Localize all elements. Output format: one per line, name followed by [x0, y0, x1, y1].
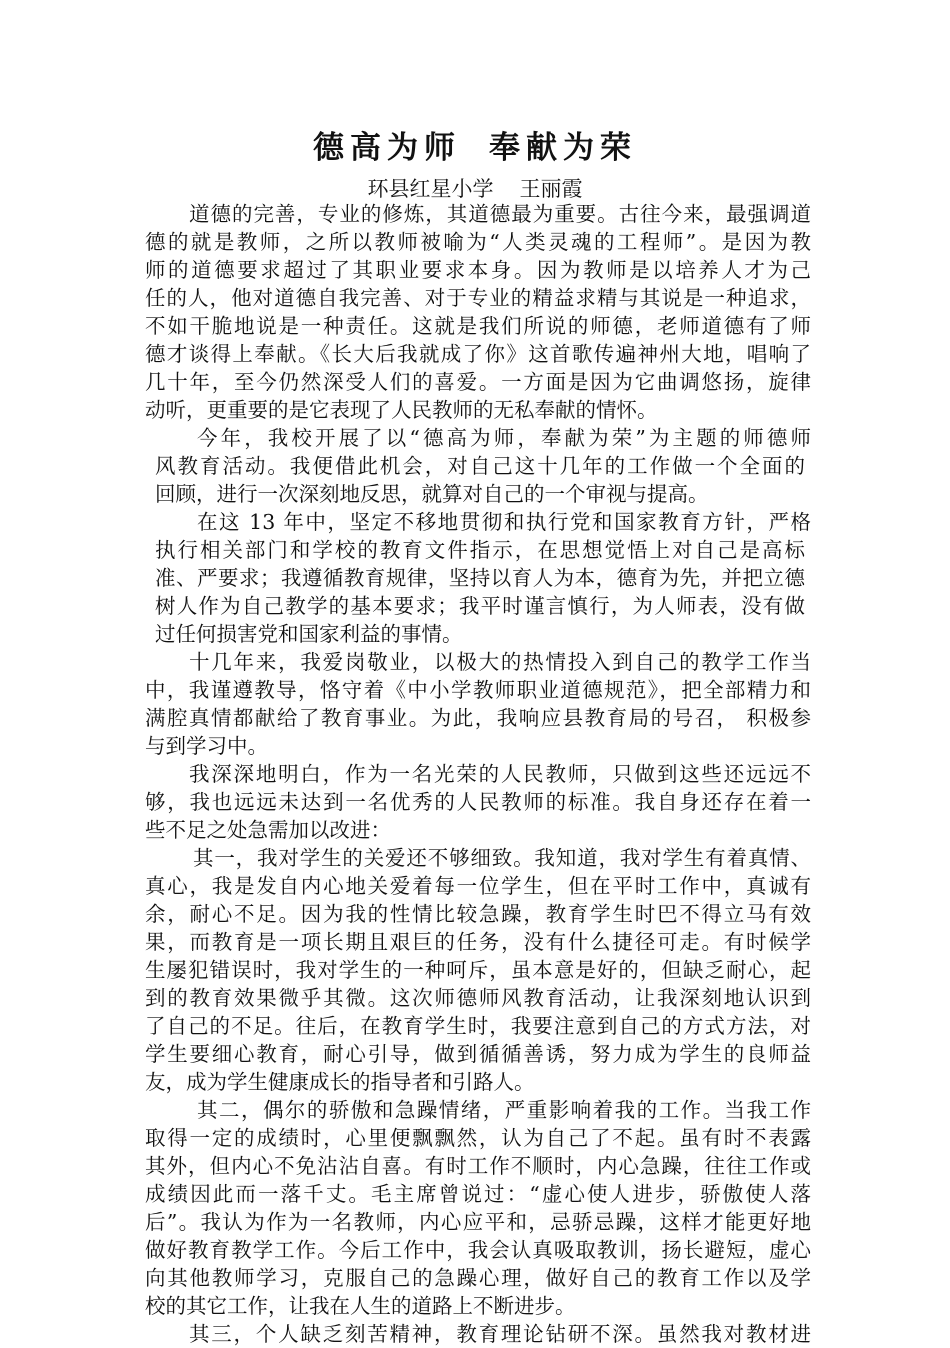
- text-line: 友，成为学生健康成长的指导者和引路人。: [145, 1070, 535, 1094]
- title-part-2: 奉献为荣: [489, 130, 637, 166]
- text-line: 向其他教师学习，克服自己的急躁心理，做好自己的教育工作以及学: [145, 1266, 811, 1290]
- text-line: 执行相关部门和学校的教育文件指示，在思想觉悟上对自己是高标: [155, 538, 805, 562]
- text-line: 取得一定的成绩时，心里便飘飘然，认为自己了不起。虽有时不表露: [145, 1126, 811, 1150]
- text-line: 树人作为自己教学的基本要求；我平时谨言慎行，为人师表，没有做: [155, 594, 805, 618]
- text-line: 过任何损害党和国家利益的事情。: [155, 622, 463, 646]
- text-line: 我深深地明白，作为一名光荣的人民教师，只做到这些还远远不: [189, 762, 811, 786]
- text-line: 成绩因此而一落千丈。毛主席曾说过：“虚心使人进步，骄傲使人落: [145, 1182, 811, 1206]
- text-line: 到的教育效果微乎其微。这次师德师风教育活动，让我深刻地认识到: [145, 986, 811, 1010]
- text-line: 动听，更重要的是它表现了人民教师的无私奉献的情怀。: [145, 398, 658, 422]
- text-line: 其二，偶尔的骄傲和急躁情绪，严重影响着我的工作。当我工作: [197, 1098, 811, 1122]
- text-line: 其外，但内心不免沾沾自喜。有时工作不顺时，内心急躁，往往工作或: [145, 1154, 811, 1178]
- text-line: 果，而教育是一项长期且艰巨的任务，没有什么捷径可走。有时候学: [145, 930, 811, 954]
- text-line: 余，耐心不足。因为我的性情比较急躁，教育学生时巴不得立马有效: [145, 902, 811, 926]
- text-line: 不如干脆地说是一种责任。这就是我们所说的师德，老师道德有了师: [145, 314, 811, 338]
- author-byline: [0, 176, 950, 202]
- body-text: [145, 200, 811, 1348]
- text-line: 了自己的不足。往后，在教育学生时，我要注意到自己的方式方法，对: [145, 1014, 811, 1038]
- text-line: 道德的完善，专业的修炼，其道德最为重要。古往今来，最强调道: [189, 202, 811, 226]
- text-line: 真心，我是发自内心地关爱着每一位学生，但在平时工作中，真诚有: [145, 874, 811, 898]
- text-line: 中，我谨遵教导，恪守着《中小学教师职业道德规范》，把全部精力和: [145, 678, 811, 702]
- text-line: 学生要细心教育，耐心引导，做到循循善诱，努力成为学生的良师益: [145, 1042, 811, 1066]
- text-line: 今年，我校开展了以“德高为师，奉献为荣”为主题的师德师: [197, 426, 811, 450]
- text-line: 些不足之处急需加以改进：: [145, 818, 391, 842]
- text-line: 满腔真情都献给了教育事业。为此，我响应县教育局的号召， 积极参: [145, 706, 811, 730]
- text-line: 够，我也远远未达到一名优秀的人民教师的标准。我自身还存在着一: [145, 790, 811, 814]
- author-name: 王丽霞: [519, 177, 583, 201]
- text-line: 十几年来，我爱岗敬业，以极大的热情投入到自己的教学工作当: [189, 650, 811, 674]
- text-line: 德才谈得上奉献。《长大后我就成了你》这首歌传遍神州大地，唱响了: [145, 342, 811, 366]
- text-line: 回顾，进行一次深刻地反思，就算对自己的一个审视与提高。: [155, 482, 709, 506]
- document-title: [0, 128, 950, 168]
- text-line: 其三，个人缺乏刻苦精神，教育理论钻研不深。虽然我对教材进: [189, 1322, 811, 1346]
- author-school: 环县红星小学: [367, 177, 494, 201]
- text-line: 校的其它工作，让我在人生的道路上不断进步。: [145, 1294, 576, 1318]
- text-line: 德的就是教师，之所以教师被喻为“人类灵魂的工程师”。是因为教: [145, 230, 811, 254]
- text-line: 后”。我认为作为一名教师，内心应平和，忌骄忌躁，这样才能更好地: [145, 1210, 811, 1234]
- text-line: 任的人，他对道德自我完善、对于专业的精益求精与其说是一种追求，: [145, 286, 811, 310]
- text-line: 准、严要求；我遵循教育规律，坚持以育人为本，德育为先，并把立德: [155, 566, 805, 590]
- text-line: 其一，我对学生的关爱还不够细致。我知道，我对学生有着真情、: [193, 846, 811, 870]
- title-part-1: 德高为师: [313, 130, 461, 166]
- text-line: 生屡犯错误时，我对学生的一种呵斥，虽本意是好的，但缺乏耐心，起: [145, 958, 811, 982]
- text-line: 做好教育教学工作。今后工作中，我会认真吸取教训，扬长避短，虚心: [145, 1238, 811, 1262]
- text-line: 几十年，至今仍然深受人们的喜爱。一方面是因为它曲调悠扬，旋律: [145, 370, 811, 394]
- text-line: 与到学习中。: [145, 734, 268, 758]
- text-line: 风教育活动。我便借此机会，对自己这十几年的工作做一个全面的: [155, 454, 805, 478]
- text-line: 师的道德要求超过了其职业要求本身。因为教师是以培养人才为己: [145, 258, 811, 282]
- text-line: 在这 13 年中，坚定不移地贯彻和执行党和国家教育方针，严格: [197, 510, 811, 534]
